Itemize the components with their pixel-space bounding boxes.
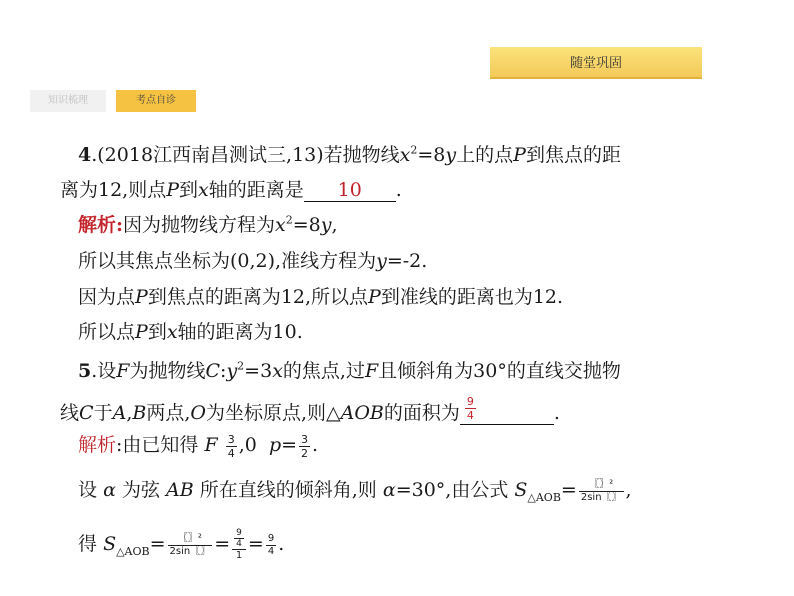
area-fraction-1: $\frac{\text{〖〗²}}{2\sin〖〗}$ — [169, 532, 211, 557]
q4-solution-3: 因为点P到焦点的距离为12,所以点P到准线的距离也为12. — [78, 286, 564, 308]
q4-answer: 10 — [337, 179, 362, 201]
q5-answer-blank — [460, 395, 554, 425]
q4-solution-2: 所以其焦点坐标为(0,2),准线方程为y=-2. — [78, 250, 428, 272]
nav-self-test[interactable]: 考点自诊 — [116, 90, 196, 112]
q5-line1: 5.设F为抛物线$C:y^2=3x$的焦点,过F且倾斜角为30°的直线交抛物 — [78, 359, 621, 382]
q5-solution-2: 设 α 为弦 AB 所在直线的倾斜角,则 α=30°,由公式 $S_{\triangle AOB}=$ $\frac{\text{〖〗²}}{2\sin〖〗}$ , — [78, 478, 632, 504]
q5-answer-fraction: $\frac{9}{4}$ — [466, 395, 474, 422]
q4-solution-4: 所以点P到x轴的距离为10. — [78, 321, 303, 343]
focus-x-fraction: $\frac{3}{4}$ — [227, 432, 235, 460]
solution-label: 解析 — [78, 434, 117, 456]
q4-line1: 4.(2018江西南昌测试三,13)若抛物线$x^2=8y$上的点P到焦点的距 — [78, 143, 621, 166]
area-fraction-2: $\frac{\frac{9}{4}}{1}$ — [232, 528, 246, 562]
section-tab[interactable]: 随堂巩固 — [490, 47, 702, 79]
nav-knowledge-review[interactable]: 知识梳理 — [30, 90, 106, 112]
area-result-fraction: $\frac{9}{4}$ — [267, 532, 275, 557]
q5-solution-3: 得 $S_{\triangle AOB}=$ $\frac{\text{〖〗²}}{2\sin〖〗}$ = $\frac{\frac{9}{4}}{1}$ = $\frac{9}{4}$ . — [78, 528, 285, 561]
q5-solution-1: 解析:由已知得 F $\frac{3}{4}$ ,0 p= $\frac{3}{2}$ . — [78, 432, 319, 460]
q4-line2: 离为12,则点P到x轴的距离是 10 . — [60, 179, 402, 201]
q4-solution-1: 解析:因为抛物线方程为$x^2=8y$, — [78, 213, 338, 236]
q5-line2: 线C于A,B两点,O为坐标原点,则△AOB的面积为 $\frac{9}{4}$ . — [60, 395, 560, 424]
q4-answer-blank — [304, 179, 396, 202]
solution-label: 解析: — [78, 214, 124, 236]
area-formula-fraction: $\frac{\text{〖〗²}}{2\sin〖〗}$ — [580, 478, 622, 503]
p-fraction: $\frac{3}{2}$ — [301, 432, 309, 460]
